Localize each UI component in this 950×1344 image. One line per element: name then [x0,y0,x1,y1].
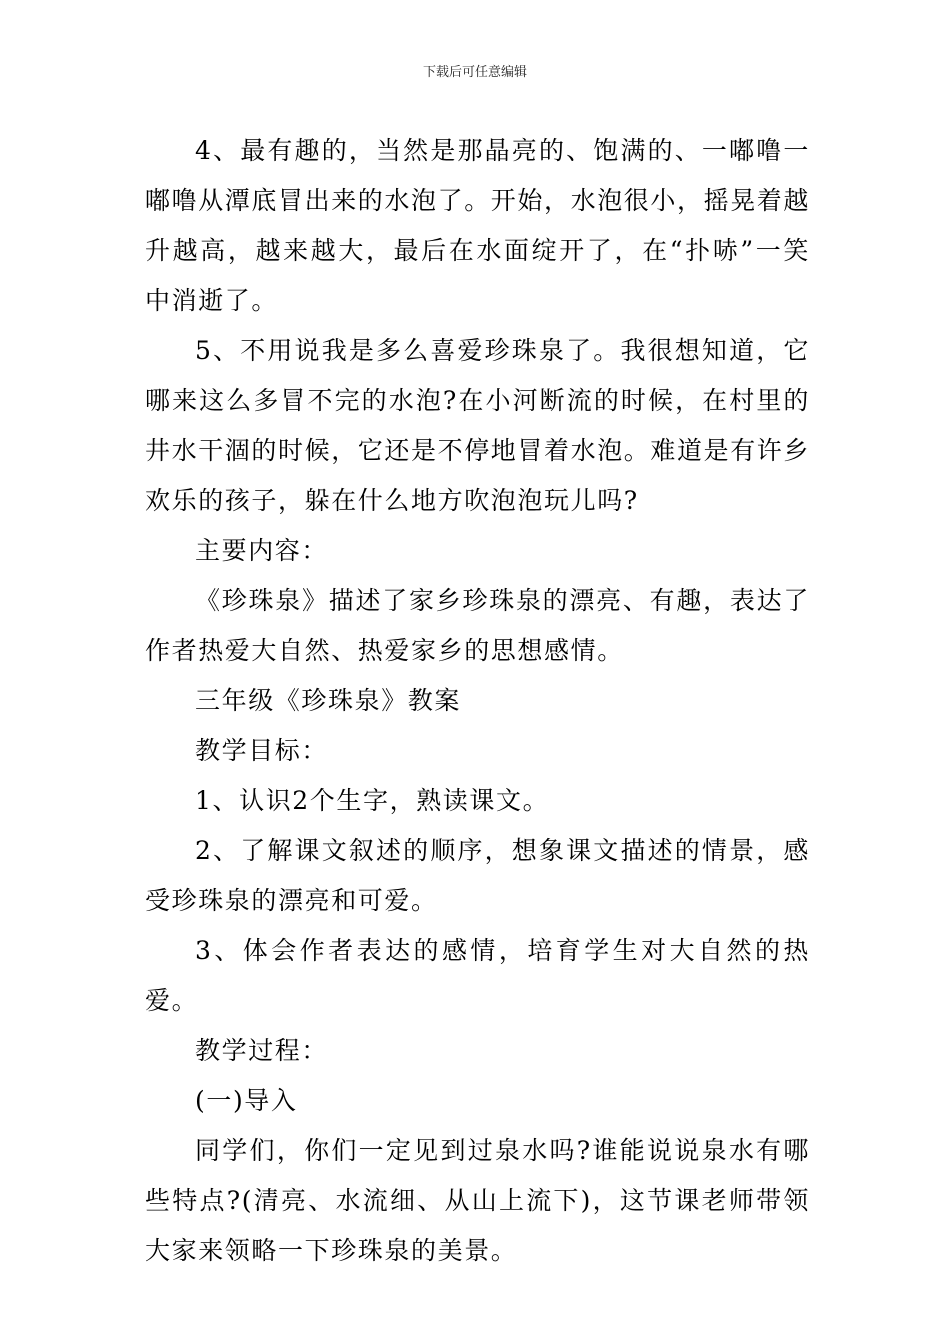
teaching-goals-heading: 教学目标： [195,736,329,765]
document-body [145,126,810,1276]
introduction-text: 同学们，你们一定见到过泉水吗?谁能说说泉水有哪些特点?(清亮、水流细、从山上流下)，这节课老师带领大家来领略一下珍珠泉的美景。 [145,1136,810,1265]
goal-1: 1、认识2个生字，熟读课文。 [195,786,550,815]
lesson-plan-title: 三年级《珍珠泉》教案 [195,686,462,715]
page-header: 下载后可任意编辑 [422,65,527,80]
teaching-process-heading: 教学过程： [195,1036,329,1065]
main-content-text: 《珍珠泉》描述了家乡珍珠泉的漂亮、有趣，表达了作者热爱大自然、热爱家乡的思想感情。 [145,586,810,665]
section-introduction-heading: (一)导入 [195,1086,298,1115]
main-content-heading: 主要内容： [195,536,329,565]
paragraph-4: 4、最有趣的，当然是那晶亮的、饱满的、一嘟噜一嘟噜从潭底冒出来的水泡了。开始，水泡很小，摇晃着越升越高，越来越大，最后在水面绽开了，在“扑哧”一笑中消逝了。 [145,136,811,315]
paragraph-5: 5、不用说我是多么喜爱珍珠泉了。我很想知道，它哪来这么多冒不完的水泡?在小河断流的时候，在村里的井水干涸的时候，它还是不停地冒着水泡。难道是有许乡欢乐的孩子，躲在什么地方吹泡泡玩儿吗? [145,336,811,515]
goal-3: 3、体会作者表达的感情，培育学生对大自然的热爱。 [145,936,810,1015]
goal-2: 2、了解课文叙述的顺序，想象课文描述的情景，感受珍珠泉的漂亮和可爱。 [145,836,810,915]
